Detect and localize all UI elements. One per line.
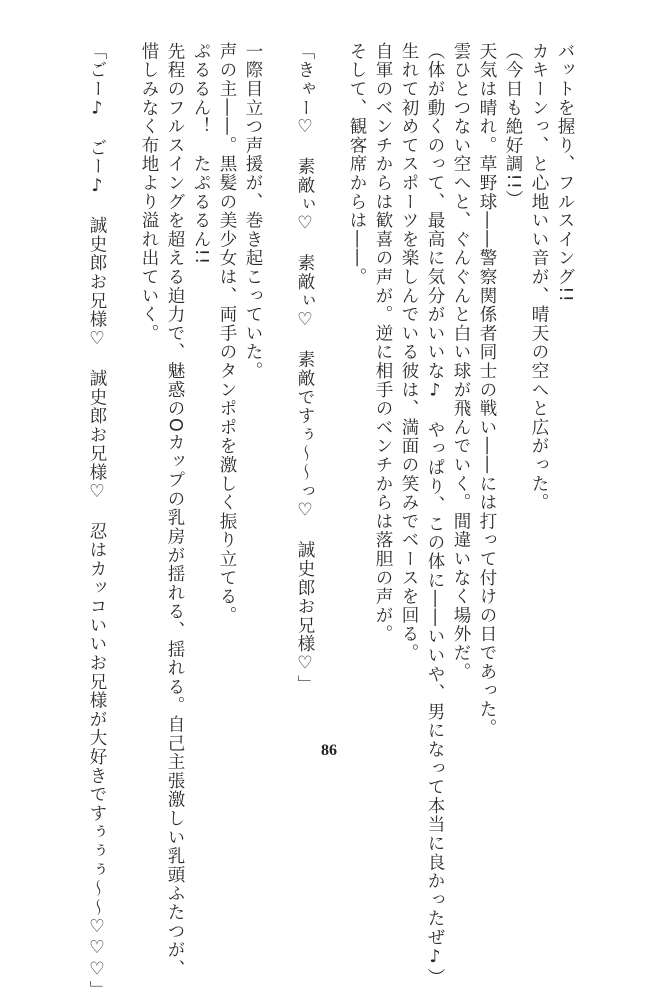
text-line: 天気は晴れ。草野球――警察関係者同士の戦い――には打って付けの日であった。 [477,42,497,738]
text-line: 一際目立つ声援が、巻き起こっていた。 [243,42,263,381]
text-line: 声の主――。黒髪の美少女は、両手のタンポポを激しく振り立てる。 [217,42,237,625]
blank-line [318,42,344,702]
blank-line [266,42,292,702]
page-number: 86 [321,742,337,759]
dialogue-line: 「ごー♪ ごー♪ 誠史郎お兄様♡ 誠史郎お兄様♡ 忍はカッコいいお兄様が大好きですぅぅぅ～～♡♡♡」 [87,42,107,1000]
blank-line [110,42,136,702]
text-line: そして、観客席からは――。 [347,42,367,287]
text-line: 先程のフルスイングを超える迫力で、魅惑のOカップの乳房が揺れる、揺れる。自己主張激しい乳頭ふたつが、 [165,42,185,979]
text-line: ぷるるん！ たぷるるん!! [191,42,211,266]
text-line: カキーンっ、と心地いい音が、晴天の空へと広がった。 [529,42,549,512]
text-line: 雲ひとつない空へと、ぐんぐんと白い球が飛んでいく。間違いなく場外だ。 [451,42,471,682]
text-line: 惜しみなく布地より溢れ出ていく。 [139,42,159,343]
text-line: （今日も絶好調!!） [503,42,523,210]
text-line: （体が動くのって、最高に気分がいいな♪ やっぱり、この体に――いいや、男になって本当に良かったぜ♪） [425,42,445,987]
text-line: 自軍のベンチからは歓喜の声が。逆に相手のベンチからは落胆の声が。 [373,42,393,644]
text-line: 生れて初めてスポーツを楽しんでいる彼は、満面の笑みでベースを回る。 [399,42,419,663]
dialogue-line: 「きゃー♡ 素敵ぃ♡ 素敵ぃ♡ 素敵ですぅ～～っ♡ 誠史郎お兄様♡」 [295,42,315,694]
text-line: バットを握り、フルスイング!! [555,42,575,304]
